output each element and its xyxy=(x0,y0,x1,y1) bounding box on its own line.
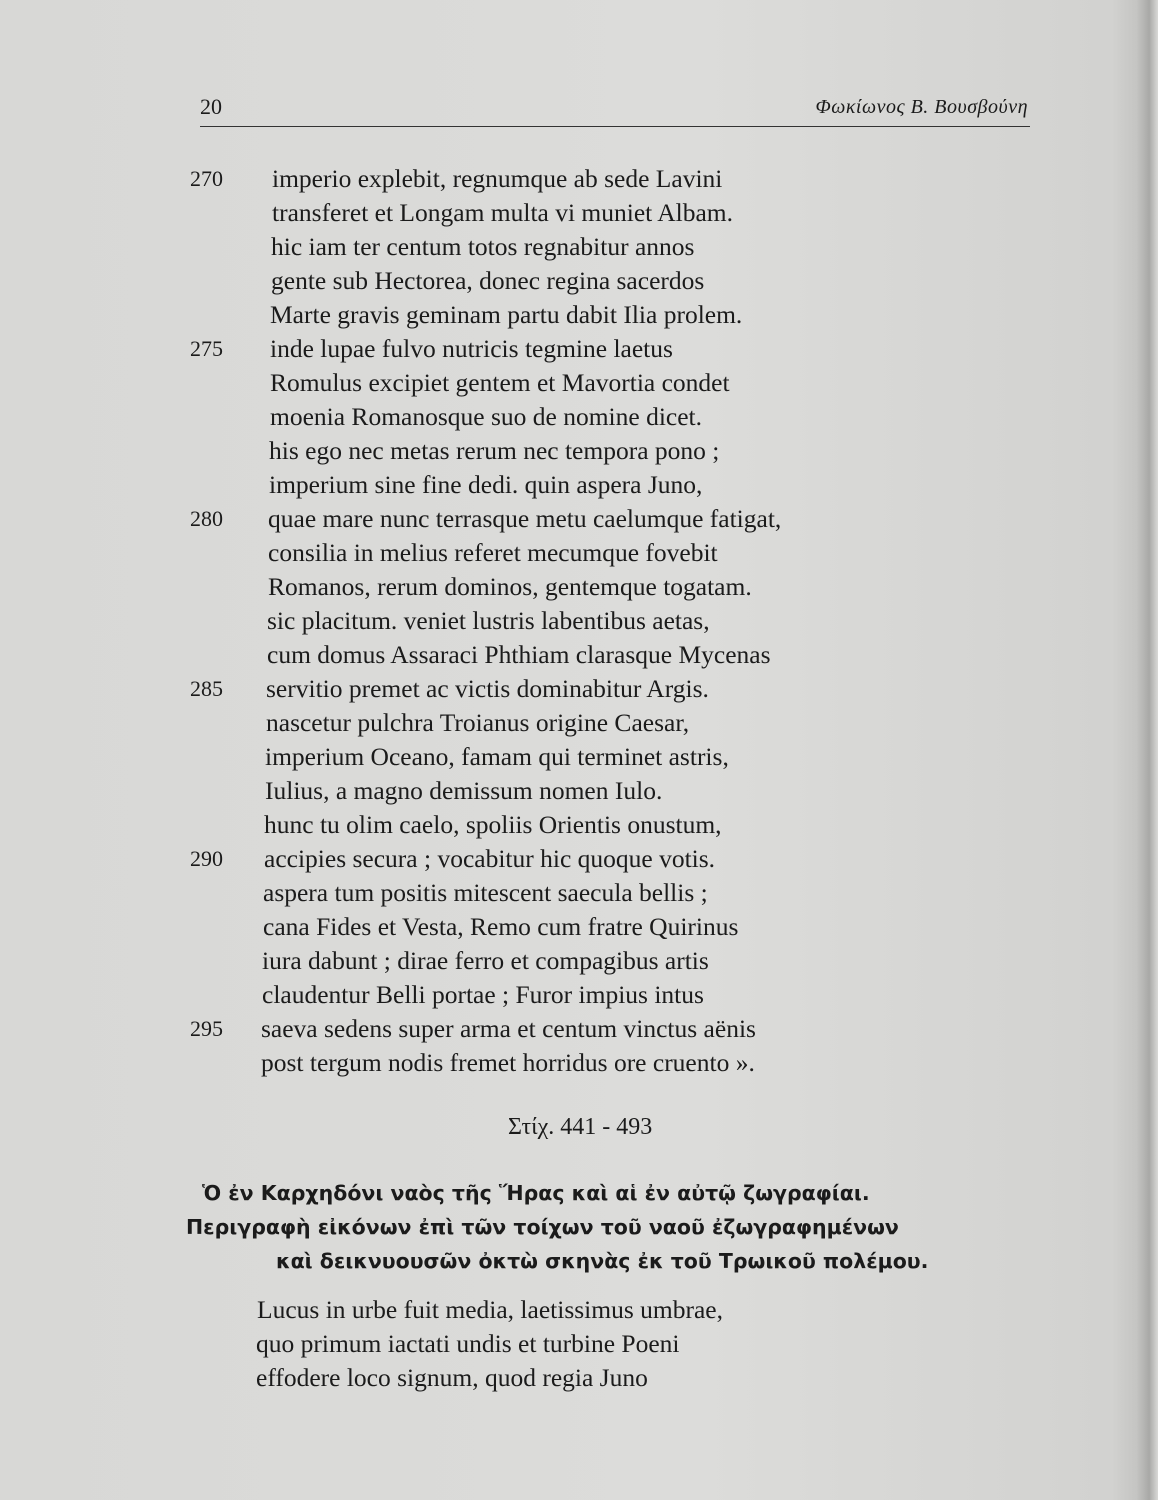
verse-text: inde lupae fulvo nutricis tegmine laetus xyxy=(270,334,673,363)
verse-text: hic iam ter centum totos regnabitur annos xyxy=(271,232,695,261)
section-heading-line xyxy=(0,1211,1158,1243)
verse-line xyxy=(0,808,1100,842)
line-number: 295 xyxy=(190,1016,223,1041)
verse-line xyxy=(0,944,1100,978)
section-heading-line xyxy=(0,1245,1158,1277)
verse-text: transferet et Longam multa vi muniet Albam. xyxy=(272,198,734,227)
verse-text: his ego nec metas rerum nec tempora pono ; xyxy=(269,436,720,465)
verse-line xyxy=(0,162,1100,196)
verse-line xyxy=(0,706,1100,740)
verse-line xyxy=(0,502,1100,536)
line-number: 290 xyxy=(190,846,223,871)
verse-text: imperium sine fine dedi. quin aspera Juno, xyxy=(269,470,703,499)
line-number: 280 xyxy=(190,506,223,531)
verse-line xyxy=(0,842,1100,876)
verse-text: sic placitum. veniet lustris labentibus aetas, xyxy=(267,606,710,635)
verse-line xyxy=(0,400,1100,434)
verse-text: servitio premet ac victis dominabitur Argis. xyxy=(266,674,709,703)
verse-line xyxy=(0,1327,1100,1361)
verse-line xyxy=(0,910,1100,944)
verse-line xyxy=(0,1012,1100,1046)
verse-text: post tergum nodis fremet horridus ore cruento ». xyxy=(261,1048,755,1077)
verse-line xyxy=(0,604,1100,638)
verse-text: moenia Romanosque suo de nomine dicet. xyxy=(270,402,702,431)
verse-text: imperio explebit, regnumque ab sede Lavini xyxy=(272,164,723,193)
verse-text: quae mare nunc terrasque metu caelumque fatigat, xyxy=(268,504,782,533)
verse-line xyxy=(0,264,1100,298)
line-number: 285 xyxy=(190,676,223,701)
page-header xyxy=(200,92,1030,127)
line-number: 270 xyxy=(190,166,223,191)
verse-line xyxy=(0,468,1100,502)
verse-text: accipies secura ; vocabitur hic quoque votis. xyxy=(264,844,716,873)
verse-text: iura dabunt ; dirae ferro et compagibus artis xyxy=(262,946,709,975)
verse-line xyxy=(0,366,1100,400)
running-head: Φωκίωνος Β. Βουσβούνη xyxy=(815,96,1028,118)
verse-text: Iulius, a magno demissum nomen Iulo. xyxy=(265,776,663,805)
verse-line xyxy=(0,536,1100,570)
verse-text: cana Fides et Vesta, Remo cum fratre Quirinus xyxy=(263,912,739,941)
verse-line xyxy=(0,740,1100,774)
verse-line xyxy=(0,570,1100,604)
verse-line xyxy=(0,876,1100,910)
verse-line xyxy=(0,434,1100,468)
verse-line xyxy=(0,1046,1100,1080)
verse-line xyxy=(0,1293,1100,1327)
verse-text: Romulus excipiet gentem et Mavortia condet xyxy=(270,368,730,397)
verse-text: Romanos, rerum dominos, gentemque togatam. xyxy=(268,572,752,601)
verse-text: consilia in melius referet mecumque fovebit xyxy=(268,538,718,567)
line-number: 275 xyxy=(190,336,223,361)
verse-line xyxy=(0,672,1100,706)
verse-line xyxy=(0,978,1100,1012)
verse-text: Lucus in urbe fuit media, laetissimus umbrae, xyxy=(257,1295,723,1324)
verse-line xyxy=(0,1361,1100,1395)
verse-text: gente sub Hectorea, donec regina sacerdos xyxy=(271,266,705,295)
heading-text: Ὁ ἐν Καρχηδόνι ναὸς τῆς Ἥρας καὶ αἱ ἐν αὐτῷ ζωγραφίαι. xyxy=(202,1181,870,1205)
page-number: 20 xyxy=(200,94,222,119)
verse-text: claudentur Belli portae ; Furor impius intus xyxy=(262,980,704,1009)
heading-text: Περιγραφὴ εἰκόνων ἐπὶ τῶν τοίχων τοῦ ναοῦ ἐζωγραφημένων xyxy=(186,1215,899,1239)
verse-line xyxy=(0,230,1100,264)
verse-text: nascetur pulchra Troianus origine Caesar, xyxy=(266,708,690,737)
verse-line xyxy=(0,196,1100,230)
section-heading-line xyxy=(0,1177,1158,1209)
verse-text: quo primum iactati undis et turbine Poeni xyxy=(256,1329,680,1358)
verse-text: aspera tum positis mitescent saecula bellis ; xyxy=(263,878,708,907)
verse-text: saeva sedens super arma et centum vinctus aënis xyxy=(261,1014,756,1043)
verse-text: cum domus Assaraci Phthiam clarasque Mycenas xyxy=(267,640,771,669)
verse-line xyxy=(0,298,1100,332)
verse-line xyxy=(0,638,1100,672)
section-reference: Στίχ. 441 - 493 xyxy=(508,1114,653,1140)
verse-text: hunc tu olim caelo, spoliis Orientis onustum, xyxy=(264,810,722,839)
heading-text: καὶ δεικνυουσῶν ὀκτὼ σκηνὰς ἐκ τοῦ Τρωικοῦ πολέμου. xyxy=(276,1249,929,1273)
verse-line xyxy=(0,774,1100,808)
verse-line xyxy=(0,332,1100,366)
verse-text: effodere loco signum, quod regia Juno xyxy=(256,1363,648,1392)
verse-text: Marte gravis geminam partu dabit Ilia prolem. xyxy=(270,300,743,329)
verse-text: imperium Oceano, famam qui terminet astris, xyxy=(265,742,729,771)
